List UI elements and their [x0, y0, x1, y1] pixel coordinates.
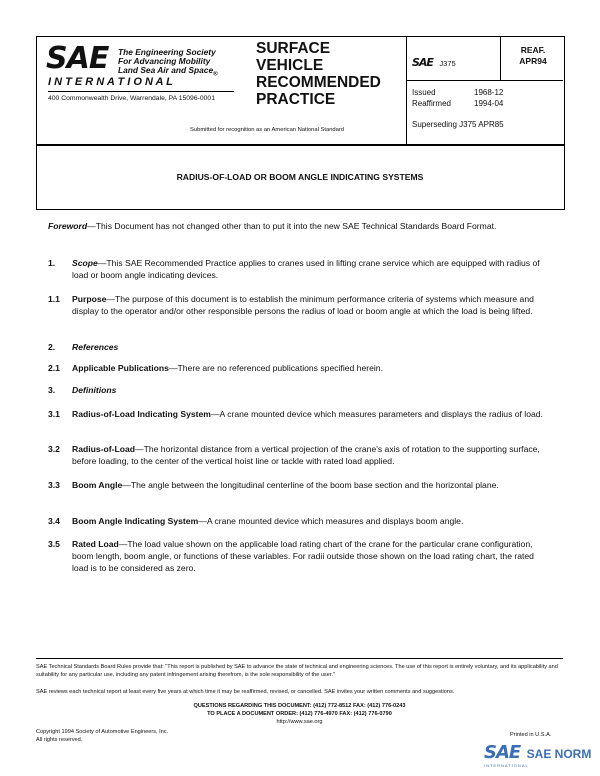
section-number: 2.	[48, 342, 56, 352]
section-text: —There are no referenced publications specified herein.	[168, 363, 383, 373]
section-3	[48, 384, 548, 396]
doc-number	[412, 53, 456, 71]
section-heading: Boom Angle	[72, 480, 123, 490]
section-heading: Rated Load	[72, 539, 119, 549]
footer-copyright	[36, 728, 168, 744]
section-3-3	[48, 479, 548, 491]
foreword	[48, 220, 548, 232]
reaffirmation	[506, 45, 560, 67]
section-3-5	[48, 538, 548, 574]
copyright-line: Copyright 1994 Society of Automotive Engineers, Inc.	[36, 729, 169, 735]
section-text: —The load value shown on the applicable load rating chart of the crane for the particular crane configuration, boom length, boom angle, or functions of these variables. For radii outside those shown on the load rating chart, the rated load is to be considered as zero.	[72, 539, 534, 573]
document-type	[256, 40, 381, 108]
rights-line: All rights reserved.	[36, 737, 83, 743]
document-title: RADIUS-OF-LOAD OR BOOM ANGLE INDICATING SYSTEMS	[176, 172, 424, 182]
section-text: —This SAE Recommended Practice applies to cranes used in lifting crane service which are equipped with radius of load or boom angle indicating devices.	[72, 258, 540, 280]
section-text: —The purpose of this document is to establish the minimum performance criteria of systems which measure and display to the operator and/or other responsible persons the radius of load or boom angle at which the load is being lifted.	[72, 294, 534, 316]
org-line-1: The Engineering Society	[118, 47, 216, 57]
section-number: 3.1	[48, 409, 60, 419]
section-3-1	[48, 408, 548, 420]
section-heading: References	[72, 342, 119, 352]
section-number: 1.	[48, 258, 56, 268]
header-divider-2	[500, 36, 501, 80]
sae-norm-watermark	[484, 742, 591, 763]
footer-url: http://www.sae.org	[276, 719, 323, 725]
org-line-3: Land Sea Air and Space	[118, 65, 214, 75]
printed-in: Printed in U.S.A.	[510, 732, 552, 738]
section-number: 3.	[48, 385, 56, 395]
section-number: 1.1	[48, 294, 60, 304]
section-heading: Boom Angle Indicating System	[72, 516, 199, 526]
header-divider-1	[406, 36, 407, 144]
section-2-1	[48, 362, 548, 374]
section-1	[48, 257, 548, 281]
section-text: —The horizontal distance from a vertical projection of the crane's axis of rotation to the supporting surface, before loading, to the center of the vertical hoist line or tackle with rated load applied.	[72, 444, 540, 466]
section-number: 3.2	[48, 444, 60, 454]
footer-contact	[36, 702, 563, 726]
issue-dates	[412, 87, 503, 109]
doc-type-line-4: PRACTICE	[256, 91, 336, 108]
section-3-2	[48, 443, 548, 467]
submitted-note: Submitted for recognition as an American National Standard	[190, 127, 345, 133]
watermark-text: SAE NORM	[526, 747, 592, 761]
section-1-1	[48, 293, 548, 317]
reaffirmed-value: 1994-04	[474, 99, 504, 108]
foreword-label: Foreword	[48, 221, 88, 231]
international-underline	[48, 91, 234, 92]
section-heading: Applicable Publications	[72, 363, 169, 373]
section-heading: Radius-of-Load	[72, 444, 136, 454]
reaffirmed-label: Reaffirmed	[412, 99, 451, 108]
issued-label: Issued	[412, 88, 436, 97]
section-2	[48, 341, 548, 353]
section-text: —A crane mounted device which measures parameters and displays the radius of load.	[210, 409, 543, 419]
section-text: —A crane mounted device which measures and displays boom angle.	[198, 516, 464, 526]
section-number: 3.5	[48, 539, 60, 549]
org-name	[118, 48, 218, 80]
section-3-4	[48, 515, 548, 527]
reaf-label: REAF.	[520, 45, 546, 55]
superseding: Superseding J375 APR85	[412, 120, 504, 129]
section-text: —The angle between the longitudinal centerline of the boom base section and the horizontal plane.	[122, 480, 499, 490]
footer-questions: QUESTIONS REGARDING THIS DOCUMENT: (412) 772-8512 FAX: (412) 776-0243	[193, 703, 406, 709]
watermark-sub: INTERNATIONAL	[484, 763, 529, 768]
org-address: 400 Commonwealth Drive, Warrendale, PA 15096-0001	[48, 95, 215, 102]
section-heading: Purpose	[72, 294, 107, 304]
section-heading: Radius-of-Load Indicating System	[72, 409, 211, 419]
doc-number-text: J375	[439, 59, 456, 68]
reaf-date: APR94	[519, 56, 547, 66]
sae-logo: SAE	[46, 41, 109, 76]
header-divider-3	[406, 80, 563, 81]
trademark: ®	[213, 71, 218, 78]
section-number: 3.3	[48, 480, 60, 490]
international-banner: I N T E R N A T I O N A L	[48, 76, 173, 88]
org-line-2: For Advancing Mobility	[118, 56, 211, 66]
footer-order: TO PLACE A DOCUMENT ORDER: (412) 776-4970 FAX: (412) 776-0790	[207, 711, 392, 717]
doc-type-line-1: SURFACE	[256, 40, 331, 57]
doc-type-line-2: VEHICLE	[256, 57, 324, 74]
footer-rule	[36, 658, 563, 659]
section-heading: Scope	[72, 258, 98, 268]
section-number: 3.4	[48, 516, 60, 526]
doc-type-line-3: RECOMMENDED	[256, 74, 381, 91]
footer-review: SAE reviews each technical report at least every five years at which time it may be reaffirmed, revised, or cancelled. SAE invites your written comments and suggestions.	[36, 689, 455, 695]
watermark-logo: SAE	[484, 742, 521, 763]
issued-value: 1968-12	[474, 88, 504, 97]
footer-policy: SAE Technical Standards Board Rules provide that: "This report is published by SAE to advance the state of technical and engineering sciences. The use of this report is entirely voluntary, and its applicability and suitability for any particular use, including any patent infringement arising therefrom, is the sole responsibility of the user."	[36, 664, 558, 678]
section-heading: Definitions	[72, 385, 117, 395]
doc-sae-logo: SAE	[412, 56, 433, 69]
foreword-text: —This Document has not changed other than to put it into the new SAE Technical Standards Board Format.	[87, 221, 497, 231]
section-number: 2.1	[48, 363, 60, 373]
